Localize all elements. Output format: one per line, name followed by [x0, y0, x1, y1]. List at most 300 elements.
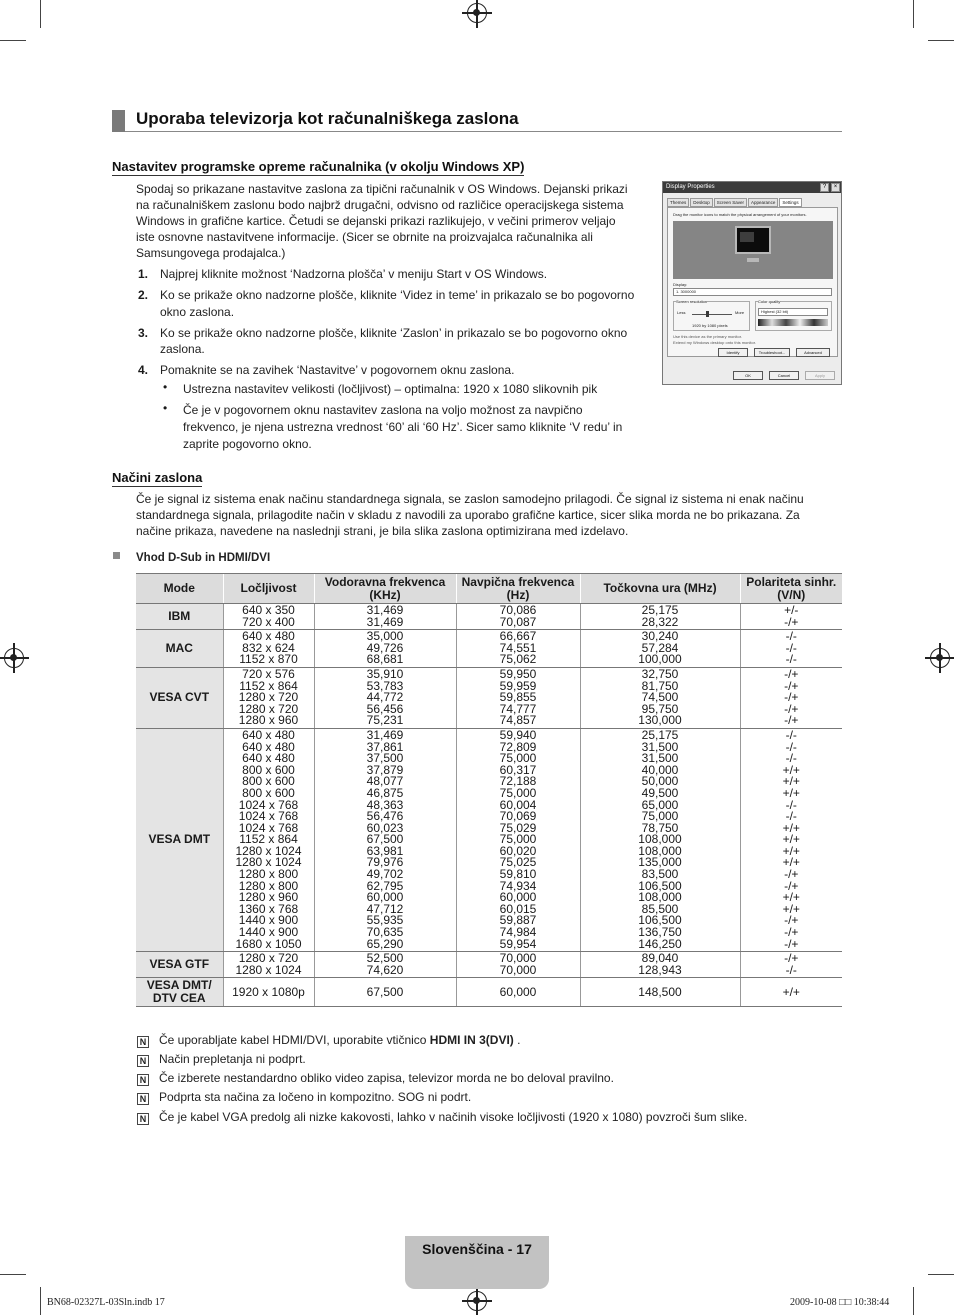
cell-value: 25,175: [641, 727, 679, 742]
cell-value: 1152 x 864: [239, 832, 298, 847]
crop-mark: [0, 1274, 26, 1275]
cell-value: -/+: [784, 666, 799, 681]
help-icon: ?: [820, 183, 829, 192]
vertical-frequency-cell: [456, 604, 580, 630]
step-number: 4.: [138, 363, 149, 377]
note-icon: N: [137, 1036, 149, 1048]
cell-value: 1680 x 1050: [235, 936, 302, 951]
section-title: [112, 108, 842, 132]
cell-value: 136,750: [638, 925, 682, 940]
cell-value: 1280 x 1024: [235, 843, 302, 858]
horizontal-frequency-cell: [314, 728, 456, 951]
cell-value: 640 x 480: [242, 629, 295, 644]
cell-value: +/+: [782, 774, 800, 789]
table-row: [136, 667, 842, 728]
settings-pane: [667, 207, 838, 357]
table-row: [136, 630, 842, 668]
cell-value: 60,000: [499, 890, 537, 905]
mode-cell: VESA CVT: [136, 667, 223, 728]
cell-value: 81,750: [641, 678, 679, 693]
note-icon: N: [137, 1093, 149, 1105]
tab-appearance: Appearance: [748, 198, 778, 207]
cell-value: 75,029: [499, 820, 537, 835]
cell-value: 67,500: [366, 984, 404, 999]
cell-value: 74,551: [499, 640, 537, 655]
cell-value: -/-: [785, 640, 797, 655]
cell-value: -/+: [784, 951, 799, 966]
sync-polarity-cell: [740, 952, 842, 978]
display-label: Display:: [673, 282, 688, 287]
cell-value: 59,950: [499, 666, 537, 681]
dialog-tabs: [667, 198, 803, 207]
cell-value: 62,795: [366, 878, 404, 893]
intro-line: na računalniškem zaslonu bodo najbrž drugačni, odvisno od različice operacijskega sistema: [136, 198, 624, 212]
pixel-clock-cell: [580, 952, 740, 978]
ok-button: OK: [733, 371, 763, 380]
file-slug: BN68-02327L-03Sln.indb 17: [47, 1297, 165, 1308]
square-bullet-icon: [113, 552, 120, 559]
cell-value: 75,000: [641, 809, 679, 824]
resolution-label: Screen resolution: [676, 299, 708, 304]
cell-value: 37,500: [366, 751, 404, 766]
bullet-icon: •: [163, 401, 168, 415]
crop-mark: [928, 40, 954, 41]
cell-value: 52,500: [366, 951, 404, 966]
cell-value: 56,476: [366, 809, 404, 824]
bullet-text: Ustrezna nastavitev velikosti (ločljivost) – optimalna: 1920 x 1080 slikovnih pik: [183, 382, 598, 396]
vertical-frequency-cell: [456, 630, 580, 668]
cell-value: +/+: [782, 855, 800, 870]
tab-screen-saver: Screen Saver: [714, 198, 747, 207]
cell-value: 1280 x 720: [238, 951, 299, 966]
cell-value: +/+: [782, 901, 800, 916]
note-text: Če je kabel VGA predolg ali nizke kakovosti, lahko v načinih visoke ločljivosti (1920 x 1080) povzroči šum slike.: [159, 1110, 748, 1124]
bullet-text: Če je v pogovornem oknu nastavitev zaslona na voljo možnost za navpično: [183, 403, 583, 417]
cell-value: 640 x 350: [242, 603, 295, 617]
cell-value: 59,887: [499, 913, 537, 928]
cell-value: 74,857: [499, 713, 537, 728]
cell-value: 72,809: [499, 739, 537, 754]
dialog-title: Display Properties: [663, 182, 841, 193]
cell-value: 128,943: [638, 962, 682, 977]
cell-value: 75,000: [499, 832, 537, 847]
cell-value: 47,712: [366, 901, 404, 916]
cell-value: +/+: [782, 762, 800, 777]
cell-value: 70,086: [499, 603, 537, 617]
sync-polarity-cell: [740, 978, 842, 1007]
cell-value: 78,750: [641, 820, 679, 835]
step-number: 2.: [138, 288, 149, 302]
sync-polarity-cell: [740, 667, 842, 728]
cell-value: 60,317: [499, 762, 537, 777]
monitor-stand: [747, 258, 759, 262]
cell-value: 49,500: [641, 785, 679, 800]
cell-value: 48,363: [366, 797, 404, 812]
cell-value: 640 x 480: [242, 727, 295, 742]
modes-text-line: standardnega signala, prilagodite način v skladu z navodili za uporabo grafične kartice, sicer slika morda ne bo prikazana. Za: [136, 508, 800, 522]
cell-value: 720 x 400: [242, 614, 295, 629]
cell-value: 35,000: [366, 629, 404, 644]
vertical-frequency-cell: [456, 952, 580, 978]
step-number: 3.: [138, 326, 149, 340]
cell-value: 74,777: [499, 701, 537, 716]
cell-value: 800 x 600: [242, 762, 295, 777]
cell-value: 1280 x 1024: [235, 962, 302, 977]
header-horizontal-frequency: Vodoravna frekvenca (KHz): [314, 574, 456, 604]
note-port-name: HDMI IN 3(DVI): [429, 1033, 514, 1047]
cell-value: 1024 x 768: [238, 797, 299, 812]
resolution-cell: [223, 952, 314, 978]
less-label: Less: [677, 310, 686, 315]
pixel-clock-cell: [580, 728, 740, 951]
cell-value: 1024 x 768: [238, 820, 299, 835]
mode-cell: VESA DMT: [136, 728, 223, 951]
cell-value: -/-: [785, 652, 797, 667]
cell-value: 106,500: [638, 913, 682, 928]
cell-value: 68,681: [366, 652, 404, 667]
vertical-frequency-cell: [456, 978, 580, 1007]
cell-value: 66,667: [499, 629, 537, 644]
cell-value: 146,250: [638, 936, 682, 951]
cell-value: 70,069: [499, 809, 537, 824]
horizontal-frequency-cell: [314, 630, 456, 668]
section-title-text: Uporaba televizorja kot računalniškega zaslona: [136, 109, 519, 128]
step-text: Najprej kliknite možnost ‘Nadzorna plošča’ v meniju Start v OS Windows.: [160, 267, 548, 281]
cell-value: 49,726: [366, 640, 404, 655]
note-icon: N: [137, 1055, 149, 1067]
sync-polarity-cell: [740, 728, 842, 951]
pixel-clock-cell: [580, 630, 740, 668]
mode-cell: VESA GTF: [136, 952, 223, 978]
cell-value: +/+: [782, 890, 800, 905]
horizontal-frequency-cell: [314, 978, 456, 1007]
cell-value: 65,290: [366, 936, 404, 951]
cell-value: -/+: [784, 713, 799, 728]
display-properties-dialog: [662, 181, 842, 385]
cell-value: 1360 x 768: [238, 901, 299, 916]
horizontal-frequency-cell: [314, 952, 456, 978]
table-row: [136, 604, 842, 630]
header-pixel-clock: Točkovna ura (MHz): [580, 574, 740, 604]
cell-value: 31,469: [366, 727, 404, 742]
header-resolution: Ločljivost: [223, 574, 314, 604]
color-select: Highest (32 bit): [758, 308, 828, 316]
cell-value: -/-: [785, 751, 797, 766]
cell-value: 89,040: [641, 951, 679, 966]
cell-value: 30,240: [641, 629, 679, 644]
close-icon: ×: [831, 183, 840, 192]
resolution-cell: [223, 667, 314, 728]
cell-value: 800 x 600: [242, 774, 295, 789]
cell-value: 48,077: [366, 774, 404, 789]
cell-value: 640 x 480: [242, 751, 295, 766]
cell-value: 57,284: [641, 640, 679, 655]
cell-value: 75,000: [499, 751, 537, 766]
cell-value: 31,500: [641, 751, 679, 766]
cell-value: 37,879: [366, 762, 404, 777]
subsection-heading-modes: Načini zaslona: [112, 470, 203, 485]
resolution-cell: [223, 728, 314, 951]
step-text: zaslona.: [160, 342, 205, 356]
cell-value: 1280 x 720: [238, 701, 299, 716]
cell-value: 63,981: [366, 843, 404, 858]
cell-value: 106,500: [638, 878, 682, 893]
mode-cell: IBM: [136, 604, 223, 630]
cell-value: -/+: [784, 867, 799, 882]
step-text: Pomaknite se na zavihek ‘Nastavitve’ v pogovornem oknu zaslona.: [160, 363, 515, 377]
slider-knob: [706, 311, 709, 317]
color-label: Color quality: [758, 299, 781, 304]
cell-value: 50,000: [641, 774, 679, 789]
cell-value: 148,500: [638, 984, 682, 999]
cell-value: 108,000: [638, 832, 682, 847]
cell-value: 74,984: [499, 925, 537, 940]
mode-cell: VESA DMT/ DTV CEA: [136, 978, 223, 1007]
cell-value: -/+: [784, 913, 799, 928]
cell-value: 60,000: [499, 984, 537, 999]
cell-value: 75,000: [499, 785, 537, 800]
tab-desktop: Desktop: [690, 198, 713, 207]
cell-value: 37,861: [366, 739, 404, 754]
horizontal-frequency-cell: [314, 667, 456, 728]
bullet-text: zaprite pogovorno okno.: [183, 437, 312, 451]
cell-value: 59,810: [499, 867, 537, 882]
bullet-icon: •: [163, 380, 168, 394]
intro-line: Samsungovega prodajalca.): [136, 246, 286, 260]
cell-value: 74,620: [366, 962, 404, 977]
cell-value: -/+: [784, 936, 799, 951]
cell-value: +/+: [782, 820, 800, 835]
cell-value: 40,000: [641, 762, 679, 777]
cell-value: 1280 x 720: [238, 690, 299, 705]
cell-value: 56,456: [366, 701, 404, 716]
cell-value: -/-: [785, 797, 797, 812]
cell-value: +/+: [782, 785, 800, 800]
crop-mark: [913, 1287, 914, 1315]
cell-value: 75,025: [499, 855, 537, 870]
cell-value: 1152 x 864: [239, 678, 298, 693]
table-header-row: [136, 574, 842, 604]
mode-cell: MAC: [136, 630, 223, 668]
cell-value: +/+: [782, 984, 800, 999]
intro-line: iste osnovne nastavitvene informacije. (Sicer se obrnite na proizvajalca računalnika ali: [136, 230, 593, 244]
cell-value: 70,635: [366, 925, 404, 940]
cell-value: +/-: [784, 603, 799, 617]
cell-value: 85,500: [641, 901, 679, 916]
modes-text-line: Če je signal iz sistema enak načinu standardnega signala, se zaslon samodejno prilagodi. Če signal iz sistema ni enak načinu: [136, 492, 804, 506]
arrange-hint: Drag the monitor icons to match the physical arrangement of your monitors.: [673, 212, 807, 217]
cell-value: -/-: [785, 629, 797, 644]
step-number: 1.: [138, 267, 149, 281]
note-icon: N: [137, 1074, 149, 1086]
color-bar: [758, 319, 828, 326]
step-text: Ko se prikaže okno nadzorne plošče, kliknite ‘Zaslon’ in prikazalo se bo pogovorno okno: [160, 326, 628, 340]
cell-value: 1280 x 800: [238, 867, 299, 882]
resolution-slider: [692, 314, 732, 315]
cell-value: 70,000: [499, 951, 537, 966]
cell-value: 720 x 576: [242, 666, 295, 681]
cell-value: 1280 x 800: [238, 878, 299, 893]
cell-value: 46,875: [366, 785, 404, 800]
cell-value: 35,910: [366, 666, 404, 681]
cell-value: 108,000: [638, 843, 682, 858]
cell-value: 75,231: [366, 713, 404, 728]
note-text: Podprta sta načina za ločeno in kompozitno. SOG ni podrt.: [159, 1090, 472, 1104]
cancel-button: Cancel: [769, 371, 799, 380]
resolution-cell: [223, 978, 314, 1007]
cell-value: 31,469: [366, 603, 404, 617]
resolution-value: 1920 by 1080 pixels: [692, 323, 728, 328]
cell-value: 1280 x 960: [238, 890, 299, 905]
crop-mark: [913, 0, 914, 28]
cell-value: 1440 x 900: [238, 925, 299, 940]
apply-button: Apply: [805, 371, 835, 380]
cell-value: 60,015: [499, 901, 537, 916]
vertical-frequency-cell: [456, 728, 580, 951]
cell-value: 135,000: [638, 855, 682, 870]
cell-value: +/+: [782, 843, 800, 858]
crop-mark: [0, 40, 26, 41]
color-group: [755, 301, 832, 331]
step-text: okno zaslona.: [160, 305, 235, 319]
cell-value: 70,087: [499, 614, 537, 629]
cell-value: 1280 x 960: [238, 713, 299, 728]
note-text: Način prepletanja ni podprt.: [159, 1052, 306, 1066]
note-item: [137, 1052, 306, 1067]
note-item: [137, 1033, 520, 1048]
cell-value: 75,062: [499, 652, 537, 667]
note-text: Če uporabljate kabel HDMI/DVI, uporabite vtičnico: [159, 1033, 430, 1047]
registration-mark-icon: [4, 648, 24, 668]
intro-line: Windows in grafične kartice. Četudi se dejanski prikazi razlikujejo, v večini primerov veljajo: [136, 214, 616, 228]
registration-mark-icon: [930, 648, 950, 668]
tab-themes: Themes: [667, 198, 689, 207]
cell-value: 1280 x 1024: [235, 855, 302, 870]
pixel-clock-cell: [580, 604, 740, 630]
section-title-bar: [112, 110, 125, 132]
cell-value: -/+: [784, 701, 799, 716]
cell-value: 55,935: [366, 913, 404, 928]
monitor-icon: [735, 226, 771, 254]
page-number-tab: [405, 1236, 549, 1289]
display-select: 1. 3000000: [673, 288, 832, 296]
cell-value: 59,959: [499, 678, 537, 693]
sync-polarity-cell: [740, 604, 842, 630]
cell-value: 108,000: [638, 890, 682, 905]
cell-value: 95,750: [641, 701, 679, 716]
subsection-heading-windows: Nastavitev programske opreme računalnika (v okolju Windows XP): [112, 159, 525, 174]
header-vertical-frequency: Navpična frekvenca (Hz): [456, 574, 580, 604]
cell-value: 100,000: [638, 652, 682, 667]
note-icon: N: [137, 1113, 149, 1125]
cell-value: -/+: [784, 678, 799, 693]
vertical-frequency-cell: [456, 667, 580, 728]
cell-value: 67,500: [366, 832, 404, 847]
cell-value: 1440 x 900: [238, 913, 299, 928]
resolution-cell: [223, 604, 314, 630]
cell-value: 25,175: [641, 603, 679, 617]
cell-value: -/-: [785, 727, 797, 742]
cell-value: 60,020: [499, 843, 537, 858]
pixel-clock-cell: [580, 667, 740, 728]
cell-value: 83,500: [641, 867, 679, 882]
crop-mark: [40, 1287, 41, 1315]
cell-value: 31,500: [641, 739, 679, 754]
horizontal-frequency-cell: [314, 604, 456, 630]
tab-settings: Settings: [779, 198, 801, 207]
cell-value: 28,322: [641, 614, 679, 629]
crop-mark: [928, 1274, 954, 1275]
cell-value: -/+: [784, 925, 799, 940]
header-sync-polarity: Polariteta sinhr. (V/N): [740, 574, 842, 604]
cell-value: 130,000: [638, 713, 682, 728]
cell-value: -/+: [784, 878, 799, 893]
cell-value: 44,772: [366, 690, 404, 705]
page-number: Slovenščina - 17: [422, 1241, 532, 1257]
cell-value: 49,702: [366, 867, 404, 882]
crop-mark: [40, 0, 41, 28]
cell-value: 31,469: [366, 614, 404, 629]
table-row: [136, 978, 842, 1007]
intro-line: Spodaj so prikazane nastavitve zaslona za tipični računalnik v OS Windows. Dejanski prikazi: [136, 182, 628, 196]
modes-text-line: načine prikaza, navedene na naslednji strani, je bila slika zaslona optimizirana med izdelavo.: [136, 524, 629, 538]
cell-value: 72,188: [499, 774, 537, 789]
table-label: Vhod D-Sub in HDMI/DVI: [136, 552, 271, 564]
header-mode: Mode: [136, 574, 223, 604]
note-item: [137, 1110, 747, 1125]
cell-value: -/-: [785, 739, 797, 754]
cell-value: 53,783: [366, 678, 404, 693]
date-slug: 2009-10-08 □□ 10:38:44: [790, 1297, 890, 1308]
display-modes-table: [136, 573, 842, 1007]
table-row: [136, 728, 842, 951]
cell-value: 32,750: [641, 666, 679, 681]
more-label: More: [735, 310, 745, 315]
sync-polarity-cell: [740, 630, 842, 668]
cell-value: 832 x 624: [242, 640, 295, 655]
cell-value: 70,000: [499, 962, 537, 977]
cell-value: 65,000: [641, 797, 679, 812]
table-row: [136, 952, 842, 978]
monitor-preview: [673, 221, 833, 279]
cell-value: 1024 x 768: [238, 809, 299, 824]
cell-value: -/-: [785, 962, 797, 977]
advanced-button: Advanced: [796, 348, 830, 357]
note-text: Če izberete nestandardno obliko video zapisa, televizor morda ne bo deloval pravilno.: [159, 1071, 614, 1085]
cell-value: 60,023: [366, 820, 404, 835]
note-item: [137, 1090, 471, 1105]
cell-value: -/+: [784, 690, 799, 705]
note-text: .: [513, 1033, 521, 1047]
extend-desktop-checkbox: Extend my Windows desktop onto this monitor.: [673, 340, 756, 345]
cell-value: 1152 x 870: [239, 652, 298, 667]
cell-value: 59,940: [499, 727, 537, 742]
cell-value: 800 x 600: [242, 785, 295, 800]
resolution-cell: [223, 630, 314, 668]
registration-mark-icon: [467, 3, 487, 23]
cell-value: -/+: [784, 614, 799, 629]
cell-value: -/-: [785, 809, 797, 824]
cell-value: 1920 x 1080p: [232, 984, 305, 999]
cell-value: +/+: [782, 832, 800, 847]
identify-button: Identify: [718, 348, 748, 357]
primary-monitor-checkbox: Use this device as the primary monitor.: [673, 334, 742, 339]
bullet-text: frekvenco, je njena ustrezna vrednost ‘60’ ali ‘60 Hz’. Sicer samo kliknite ‘V redu’ in: [183, 420, 623, 434]
cell-value: 60,000: [366, 890, 404, 905]
note-item: [137, 1071, 614, 1086]
step-text: Ko se prikaže okno nadzorne plošče, kliknite ‘Videz in teme’ in prikazalo se bo pogovorno: [160, 288, 635, 302]
cell-value: 74,500: [641, 690, 679, 705]
